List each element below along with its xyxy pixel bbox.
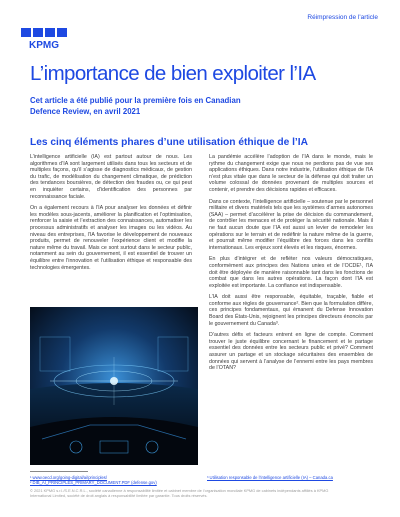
footnotes xyxy=(30,475,375,498)
section-heading: Les cinq éléments phares d’une utilisation éthique de l’IA xyxy=(30,137,308,148)
footnote-1-link[interactable]: ¹ www.oecd.org/going-digital/ai/principles/ xyxy=(30,475,108,480)
left-column xyxy=(30,154,192,276)
right-paragraph-4: L’IA doit aussi être responsable, équitable, traçable, fiable et conforme aux règles de gouvernance². Bien que la formulation diffère, ces principes fondamentaux, qui émanent du Defense Innovation Board des États-Unis, rejoignent les principes directeurs énoncés par le gouvernement du Canada³. xyxy=(209,294,373,327)
footnote-3-link[interactable]: ³ Utilisation responsable de l’intelligence artificielle (IA) – Canada.ca xyxy=(207,475,333,480)
right-paragraph-1: La pandémie accélère l’adoption de l’IA dans le monde, mais le rythme du changement exige que nous ne perdions pas de vue ses applications éthiques. Dans notre industrie, l’utilisation éthique de l’IA n’est plus vitale que dans le secteur de la défense qui doit traiter un volume colossal de données provenant de multiples sources et contenir, et prendre des décisions rapides et efficaces. xyxy=(209,154,373,193)
footnote-2-link[interactable]: ² DIB_AI_PRINCIPLES_PRIMARY_DOCUMENT.PDF (defense.gov) xyxy=(30,480,157,486)
right-column xyxy=(209,154,373,377)
right-paragraph-3: En plus d’intégrer et de refléter nos valeurs démocratiques, conformément aux principes des Nations unies et de l’OCDE¹, l’IA doit être déployée de manière raisonnable tant dans les fonctions de combat que dans les autres opérations. La façon dont l’IA est exploitée est importante. La confiance est indispensable. xyxy=(209,256,373,289)
publication-note: Cet article a été publié pour la première fois en Canadian Defence Review, en avril 2021 xyxy=(30,96,241,116)
right-paragraph-2: Dans ce contexte, l’intelligence artificielle – soutenue par le personnel militaire et divers matériels tels que les systèmes d’armes autonomes (SAA) – permet d’accélérer la prise de décision du commandement, de contrôler les menaces et de protéger la sécurité nationale. Mais il ne faut aucun doute que l’IA est aussi un levier de remodeler les opérations sur le terrain et de redéfinir la nature même de la guerre, et pourrait même modifier l’équilibre des forces dans les conflits internationaux. Les enjeux sont élevés et les risques, énormes. xyxy=(209,198,373,251)
kpmg-logo xyxy=(20,28,68,50)
reprint-label: Réimpression de l'article xyxy=(307,14,378,21)
footnote-divider xyxy=(30,471,88,472)
left-paragraph-2: On a également recours à l’IA pour analyser les données et définir les modèles sous-jacents, améliorer la planification et l’optimisation, renforcer la saisie et l’extraction des connaissances, automatiser les processus administratifs et analyser les images ou les vidéos. Au niveau des entreprises, l’IA favorise le développement de nouveaux produits, permet de renouveler l’expérience client et modifie la nature même du travail. Mais ce sont surtout dans le secteur public, notamment au sein du gouvernement, il est essentiel de trouver un équilibre entre l’innovation et l’utilisation éthique et responsable des technologies émergentes. xyxy=(30,205,192,271)
header xyxy=(0,0,400,70)
svg-text:KPMG: KPMG xyxy=(29,40,59,50)
left-paragraph-1: L’intelligence artificielle (IA) est partout autour de nous. Les algorithmes d’IA sont largement utilisés dans tous les secteurs et de multiples façons, qu’il s’agisse de diagnostics médicaux, de gestion du trafic, de modélisation du changement climatique, de prédiction des tendances boursières, de détection des fraudes ou, ce qui peut en inquiéter certains, d’identification des personnes par reconnaissance faciale. xyxy=(30,154,192,200)
legal-notice: © 2021 KPMG s.r.l./S.E.N.C.R.L., société canadienne à responsabilité limitée et cabinet membre de l’organisation mondiale KPMG de cabinets indépendants affiliés à KPMG International Limited, société de droit anglais à responsabilité limitée par garantie. Tous droits réservés. xyxy=(30,487,329,498)
page-title: L’importance de bien exploiter l’IA xyxy=(30,62,316,85)
right-paragraph-5: D’autres défis et facteurs entrent en ligne de compte. Comment trouver le juste équilibre concernant le financement et le partage essentiel des données entre les secteurs public et privé? Comment assurer un partage et un stockage sécuritaires des ensembles de données qui servent à l’analyse de l’ennemi entre les pays membres de l’OTAN? xyxy=(209,332,373,372)
cockpit-hud-image xyxy=(30,307,198,465)
